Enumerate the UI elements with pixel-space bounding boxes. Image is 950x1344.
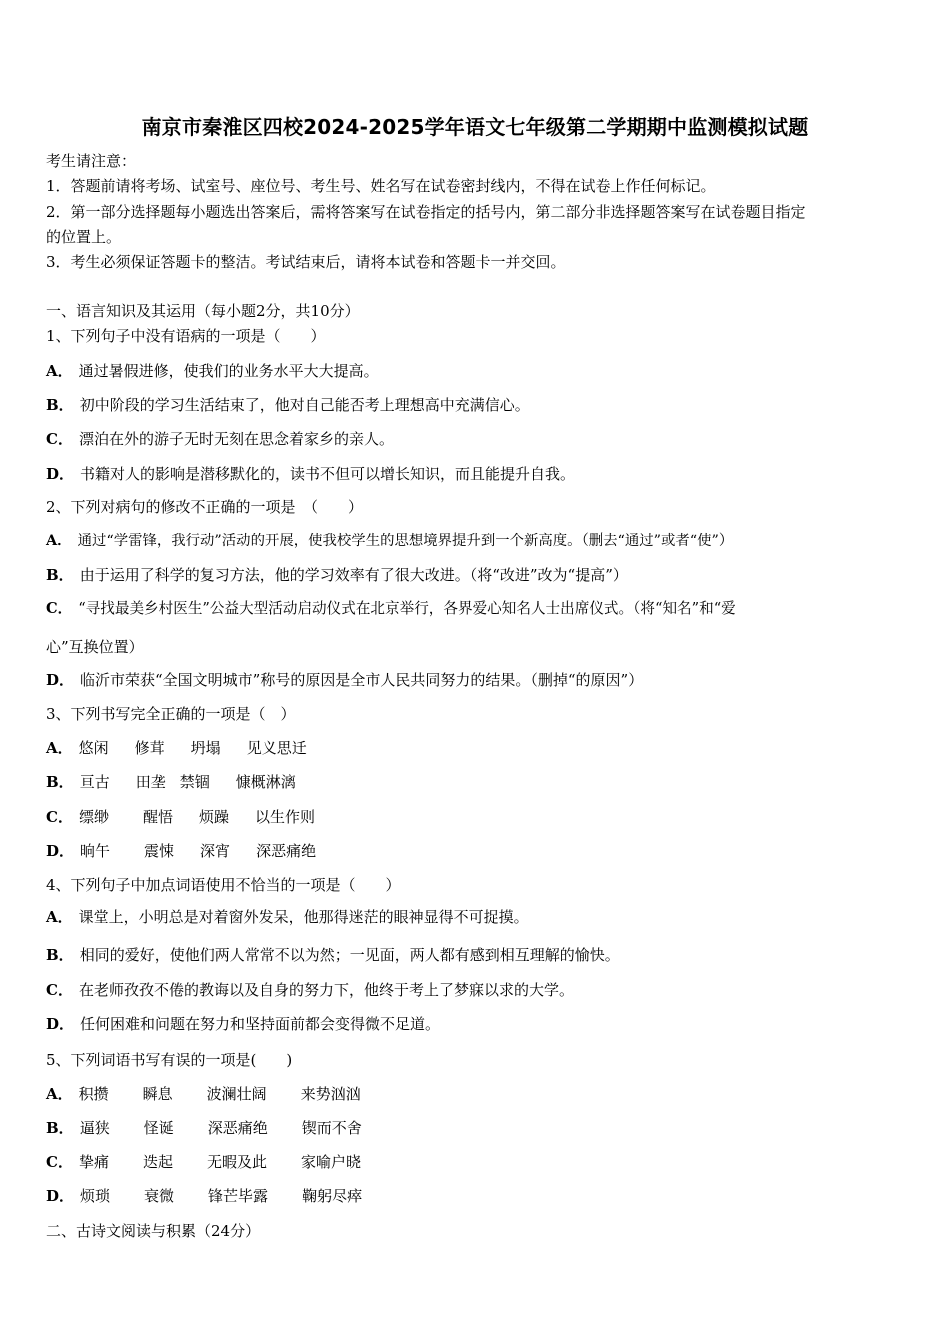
- option-word: 悠闲: [78, 739, 109, 757]
- answer-option: [46, 945, 620, 965]
- option-word: 迭起: [142, 1153, 173, 1171]
- option-word: 深宵: [200, 842, 231, 860]
- option-label: A．: [46, 362, 73, 380]
- answer-option: [46, 670, 643, 690]
- option-word: 逼狭: [79, 1119, 110, 1137]
- answer-option: [46, 907, 529, 927]
- option-word: 瞬息: [142, 1085, 173, 1103]
- option-text: 通过暑假进修，使我们的业务水平大大提高。: [78, 362, 379, 380]
- option-word: 烦躁: [198, 808, 229, 826]
- section-heading: 一、语言知识及其运用（每小题2分，共10分）: [46, 302, 360, 320]
- option-word: 波澜壮阔: [206, 1085, 267, 1103]
- answer-option: [46, 772, 296, 792]
- option-word: 家喻户晓: [301, 1153, 362, 1171]
- section-heading: 二、古诗文阅读与积累（24分）: [46, 1222, 261, 1240]
- option-label: B．: [46, 946, 74, 964]
- option-word: 晌午: [80, 842, 111, 860]
- option-word: 无暇及此: [206, 1153, 267, 1171]
- option-text: 初中阶段的学习生活结束了，他对自己能否考上理想高中充满信心。: [79, 396, 530, 414]
- answer-option: [46, 361, 379, 381]
- option-word: 亘古: [79, 773, 110, 791]
- option-label: C．: [46, 600, 73, 617]
- option-label: B．: [46, 773, 74, 791]
- page-title: 南京市秦淮区四校2024-2025学年语文七年级第二学期期中监测模拟试题: [141, 115, 809, 139]
- option-label: A．: [46, 1085, 73, 1103]
- option-text: 由于运用了科学的复习方法，他的学习效率有了很大改进。（将“改进”改为“提高”）: [79, 566, 628, 584]
- answer-option: [46, 565, 628, 585]
- option-word: 鞠躬尽瘁: [302, 1187, 363, 1205]
- option-label: D．: [46, 671, 75, 689]
- option-text: 书籍对人的影响是潜移默化的，读书不但可以增长知识，而且能提升自我。: [80, 465, 576, 483]
- answer-option: [46, 807, 315, 827]
- answer-option-continued: [46, 637, 144, 657]
- answer-option: [46, 599, 736, 619]
- answer-option: [46, 1084, 361, 1104]
- option-text: 任何困难和问题在努力和坚持面前都会变得微不足道。: [80, 1015, 441, 1033]
- answer-option: [46, 395, 530, 415]
- option-word: 锲而不舍: [301, 1119, 362, 1137]
- option-text: 通过“学雷锋，我行动”活动的开展，使我校学生的思想境界提升到一个新高度。（删去“通过”或者“使”）: [77, 533, 734, 549]
- question-stem: 1、下列句子中没有语病的一项是（ ）: [46, 327, 326, 345]
- answer-option: [46, 429, 394, 449]
- option-word: 禁锢: [179, 773, 210, 791]
- answer-option: [46, 738, 307, 758]
- answer-option: [46, 1186, 362, 1206]
- option-text: 心”互换位置）: [46, 638, 144, 656]
- option-label: A．: [46, 739, 73, 757]
- answer-option: [46, 1014, 440, 1034]
- notice-item: 2．第一部分选择题每小题选出答案后，需将答案写在试卷指定的括号内，第二部分非选择题答案写在试卷题目指定: [46, 203, 806, 221]
- option-word: 深恶痛绝: [256, 842, 317, 860]
- option-label: A．: [46, 908, 73, 926]
- answer-option: [46, 841, 316, 861]
- option-word: 坍塌: [190, 739, 221, 757]
- option-label: B．: [46, 396, 74, 414]
- option-label: D．: [46, 1187, 75, 1205]
- answer-option: [46, 464, 575, 484]
- option-label: A．: [46, 532, 72, 549]
- option-word: 深恶痛绝: [207, 1119, 268, 1137]
- option-label: B．: [46, 566, 74, 584]
- option-word: 衰微: [144, 1187, 175, 1205]
- option-word: 以生作则: [255, 808, 316, 826]
- question-stem: 4、下列句子中加点词语使用不恰当的一项是（ ）: [46, 876, 401, 894]
- option-label: D．: [46, 1015, 75, 1033]
- option-word: 醒悟: [142, 808, 173, 826]
- option-label: C．: [46, 430, 73, 448]
- notice-heading: 考生请注意：: [46, 152, 137, 170]
- answer-option: [46, 1118, 362, 1138]
- option-text: 课堂上，小明总是对着窗外发呆，他那得迷茫的眼神显得不可捉摸。: [78, 908, 529, 926]
- answer-option: [46, 980, 574, 1000]
- option-label: B．: [46, 1119, 74, 1137]
- answer-option: [46, 531, 733, 551]
- answer-option: [46, 1152, 361, 1172]
- option-word: 修茸: [134, 739, 165, 757]
- option-word: 怪诞: [143, 1119, 174, 1137]
- option-word: 震悚: [144, 842, 175, 860]
- option-text: “寻找最美乡村医生”公益大型活动启动仪式在北京举行，各界爱心知名人士出席仪式。（将“知名”和“爱: [78, 600, 736, 617]
- option-text: 临沂市荣获“全国文明城市”称号的原因是全市人民共同努力的结果。（删掉“的原因”）: [80, 671, 644, 689]
- question-stem: 3、下列书写完全正确的一项是（ ）: [46, 705, 296, 723]
- option-word: 锋芒毕露: [208, 1187, 269, 1205]
- option-word: 田垄: [135, 773, 166, 791]
- notice-item: 1．答题前请将考场、试室号、座位号、考生号、姓名写在试卷密封线内，不得在试卷上作任何标记。: [46, 177, 716, 195]
- question-stem: 5、下列词语书写有误的一项是( ): [46, 1051, 293, 1069]
- notice-item: 的位置上。: [46, 228, 122, 246]
- option-text: 漂泊在外的游子无时无刻在思念着家乡的亲人。: [78, 430, 394, 448]
- option-label: C．: [46, 808, 73, 826]
- option-label: C．: [46, 1153, 73, 1171]
- option-label: D．: [46, 842, 75, 860]
- option-word: 挚痛: [78, 1153, 109, 1171]
- option-word: 烦琐: [80, 1187, 111, 1205]
- option-word: 积攒: [78, 1085, 109, 1103]
- option-text: 在老师孜孜不倦的教诲以及自身的努力下，他终于考上了梦寐以求的大学。: [78, 981, 574, 999]
- notice-item: 3．考生必须保证答题卡的整洁。考试结束后，请将本试卷和答题卡一并交回。: [46, 253, 566, 271]
- option-word: 慷概淋漓: [235, 773, 296, 791]
- option-text: 相同的爱好，使他们两人常常不以为然；一见面，两人都有感到相互理解的愉快。: [79, 946, 620, 964]
- option-word: 来势汹汹: [300, 1085, 361, 1103]
- option-label: D．: [46, 465, 75, 483]
- question-stem: 2、下列对病句的修改不正确的一项是 （ ）: [46, 498, 364, 516]
- option-word: 缥缈: [78, 808, 109, 826]
- option-label: C．: [46, 981, 73, 999]
- option-word: 见义思迁: [246, 739, 307, 757]
